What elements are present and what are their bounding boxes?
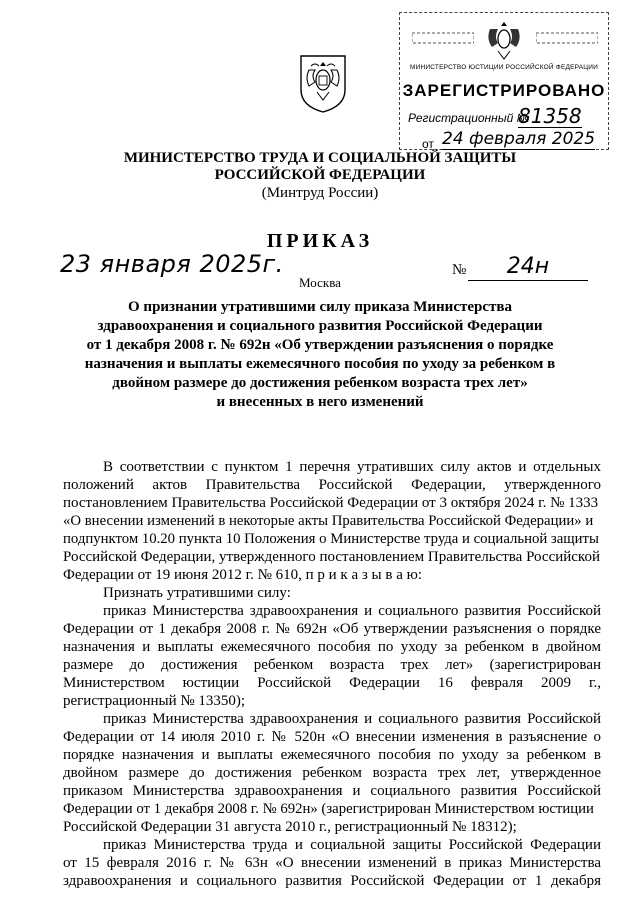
- order-date: 23 января 2025г.: [60, 250, 284, 278]
- text-line: постановлением Правительства Российской Федерации от 3 октября 2024 г. № 1333: [63, 495, 599, 511]
- item-3-paragraph: [63, 836, 601, 890]
- text-line: Федерации от 14 июля 2010 г. № 520н «О внесении изменения в разъяснение о: [63, 729, 601, 745]
- title-line: О признании утратившими силу приказа Министерства: [128, 299, 512, 315]
- title-line: назначения и выплаты ежемесячного пособия по уходу за ребенком в: [84, 356, 556, 372]
- ministry-name-line2: РОССИЙСКОЙ ФЕДЕРАЦИИ: [214, 167, 426, 183]
- stamp-emblem: [484, 19, 524, 61]
- text-line: «О внесении изменений в некоторые акты Правительства Российской Федерации» и: [63, 513, 594, 529]
- item-1-paragraph: [63, 602, 601, 710]
- text-line: Российской Федерации, утвержденного постановлением Правительства Российской: [63, 549, 600, 565]
- text-line: регистрационный № 13350);: [63, 693, 246, 709]
- order-city: Москва: [299, 275, 341, 290]
- text-line: Федерации от 19 июня 2012 г. № 610, п р и к а з ы в а ю:: [63, 567, 422, 583]
- text-line: Федерации от 1 декабря 2008 г. № 692н «Об утверждении разъяснения о порядке: [63, 621, 601, 637]
- text-line: приказ Министерства труда и социальной защиты Российской Федерации: [103, 837, 601, 853]
- text-line: приказ Министерства здравоохранения и социального развития Российской: [103, 711, 601, 727]
- preamble-paragraph: [63, 458, 601, 584]
- text-line: здравоохранения и социального развития Российской Федерации от 1 декабря: [63, 873, 601, 889]
- stamp-ministry: МИНИСТЕРСТВО ЮСТИЦИИ РОССИЙСКОЙ ФЕДЕРАЦИИ: [409, 64, 599, 71]
- title-line: от 1 декабря 2008 г. № 692н «Об утверждении разъяснения о порядке: [86, 337, 554, 353]
- title-line: двойном размере до достижения ребенком возраста трех лет»: [112, 375, 528, 391]
- stamp-left-ornament: [412, 29, 474, 47]
- text-line: Министерством юстиции Российской Федерации 16 февраля 2009 г.,: [63, 675, 601, 691]
- text-line: положений актов Правительства Российской Федерации, утвержденного: [63, 477, 601, 493]
- title-line: и внесенных в него изменений: [216, 394, 424, 410]
- coat-of-arms-emblem: [297, 52, 349, 114]
- recognize-line: Признать утратившими силу:: [103, 585, 291, 601]
- order-title: [60, 298, 580, 412]
- text-line: подпунктом 10.20 пункта 10 Положения о Министерстве труда и социальной защиты: [63, 531, 599, 547]
- stamp-from-label: от: [422, 137, 434, 151]
- text-line: размере до достижения ребенком возраста трех лет» (зарегистрирован: [63, 657, 601, 673]
- stamp-reg-number: 81358: [518, 104, 582, 128]
- text-line: назначения и выплаты ежемесячного пособия по уходу за ребенком в двойном: [63, 639, 601, 655]
- stamp-right-ornament: [536, 29, 598, 47]
- stamp-reg-label: Регистрационный №: [408, 111, 530, 125]
- title-line: здравоохранения и социального развития Российской Федерации: [97, 318, 543, 334]
- registration-stamp: [399, 12, 609, 150]
- stamp-registered: ЗАРЕГИСТРИРОВАНО: [402, 81, 606, 100]
- text-line: В соответствии с пунктом 1 перечня утративших силу актов и отдельных: [103, 459, 601, 475]
- ministry-name-line1: МИНИСТЕРСТВО ТРУДА И СОЦИАЛЬНОЙ ЗАЩИТЫ: [123, 150, 517, 166]
- ministry-short-name: (Минтруд России): [261, 185, 379, 201]
- text-line: приказом Министерства здравоохранения и социального развития Российской: [63, 783, 601, 799]
- order-number: 24н: [468, 254, 588, 281]
- order-number-label: №: [452, 262, 467, 278]
- text-line: Российской Федерации 31 августа 2010 г., регистрационный № 18312);: [63, 819, 517, 835]
- item-2-paragraph: [63, 710, 601, 836]
- order-heading: ПРИКАЗ: [266, 230, 374, 252]
- text-line: приказ Министерства здравоохранения и социального развития Российской: [103, 603, 601, 619]
- text-line: двойном размере до достижения ребенком возраста трех лет, утвержденное: [63, 765, 601, 781]
- text-line: от 15 февраля 2016 г. № 63н «О внесении изменений в приказ Министерства: [63, 855, 601, 871]
- stamp-reg-date: 24 февраля 2025: [442, 129, 596, 149]
- text-line: порядке назначения и выплаты ежемесячного пособия по уходу за ребенком в: [63, 747, 601, 763]
- text-line: Федерации от 1 декабря 2008 г. № 692н» (зарегистрирован Министерством юстиции: [63, 801, 594, 817]
